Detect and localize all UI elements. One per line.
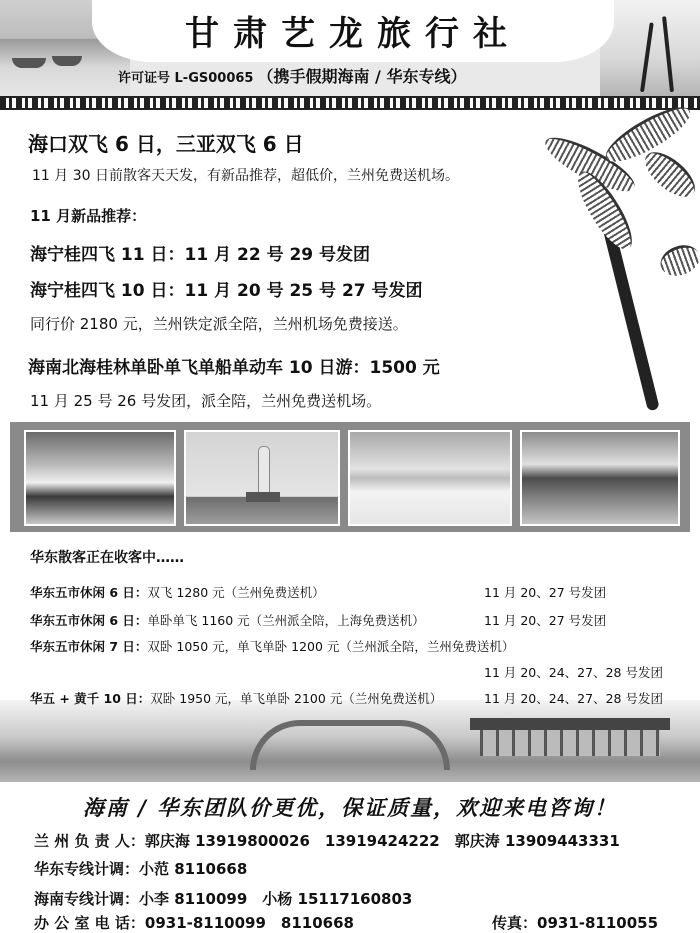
palm-trunk <box>662 16 674 92</box>
beach-clouds-photo <box>24 430 176 526</box>
palm-leaf <box>638 144 700 205</box>
combo-heading: 海南北海桂林单卧单飞单船单动车 10 日游： <box>28 358 370 378</box>
license-line <box>118 64 466 87</box>
rocky-coast-photo <box>520 430 680 526</box>
contact-value: 0931-8110099 8110668 <box>144 914 354 932</box>
contact-value: 小李 8110099 小杨 15117160803 <box>139 890 413 908</box>
contact-fax <box>492 912 658 933</box>
agency-title: 甘肃艺龙旅行社 <box>185 14 521 54</box>
contact-hainan <box>34 888 412 909</box>
palm-trunk <box>640 22 654 92</box>
row-label: 华五 + 黄千 10 日： <box>30 691 151 706</box>
peer-price-note: 同行价 2180 元，兰州铁定派全陪，兰州机场免费接送。 <box>30 315 408 333</box>
new-products-heading: 11 月新品推荐： <box>30 207 147 225</box>
contact-value: 郭庆海 13919800026 13919424222 郭庆涛 13909443331 <box>144 832 620 850</box>
tagline: （携手假期海南 / 华东专线） <box>257 67 467 86</box>
boat-shape <box>52 56 82 66</box>
east-china-heading: 华东散客正在收客中…… <box>30 550 184 566</box>
pavilion-columns <box>480 730 660 756</box>
contact-label: 兰 州 负 责 人： <box>34 832 145 850</box>
contact-label: 华东专线计调： <box>34 860 140 878</box>
hainan-intro: 11 月 30 日前散客天天发，有新品推荐，超低价，兰州免费送机场。 <box>32 168 459 184</box>
row-label: 华东五市休闲 7 日： <box>30 639 148 654</box>
arch-bridge-photo <box>0 700 700 782</box>
row-label: 华东五市休闲 6 日： <box>30 613 148 628</box>
row-detail: 双飞 1280 元（兰州免费送机） <box>147 585 325 600</box>
hainan-heading: 海口双飞 6 日，三亚双飞 6 日 <box>28 132 304 156</box>
contact-value: 0931-8110055 <box>537 914 659 932</box>
contact-east-china <box>34 858 247 879</box>
row-dates: 11 月 20、27 号发团 <box>484 585 607 600</box>
pavilion-roof <box>470 718 670 730</box>
row-detail: 双卧 1950 元，单飞单卧 2100 元（兰州免费送机） <box>150 691 443 706</box>
east-row-3 <box>30 637 514 655</box>
east-row-2 <box>30 611 425 629</box>
license-number: 许可证号 L-GS00065 <box>118 71 254 86</box>
contact-label: 传真： <box>492 914 538 932</box>
route-2: 海宁桂四飞 10 日：11 月 20 号 25 号 27 号发团 <box>30 281 423 301</box>
palm-leaf <box>656 240 700 281</box>
sandy-beach-photo <box>348 430 512 526</box>
contact-office <box>34 912 354 933</box>
bridge-arch <box>250 720 450 770</box>
palm-shore-photo <box>600 0 700 96</box>
contact-value: 小范 8110668 <box>139 860 248 878</box>
statue-base <box>246 492 280 502</box>
row-dates: 11 月 20、24、27、28 号发团 <box>484 665 663 680</box>
contact-lanzhou <box>34 830 620 851</box>
boat-shape <box>12 58 46 68</box>
fret-border <box>0 96 700 110</box>
east-row-1 <box>30 583 325 601</box>
contact-label: 办 公 室 电 话： <box>34 914 145 932</box>
east-row-4 <box>30 689 442 707</box>
contact-label: 海南专线计调： <box>34 890 140 908</box>
combo-note: 11 月 25 号 26 号发团，派全陪，兰州免费送机场。 <box>30 392 382 410</box>
row-label: 华东五市休闲 6 日： <box>30 585 148 600</box>
combo-price: 1500 元 <box>369 358 440 378</box>
row-dates: 11 月 20、24、27、28 号发团 <box>484 691 663 706</box>
combo-line <box>28 353 440 378</box>
guanyin-statue-photo <box>184 430 340 526</box>
row-detail: 单卧单飞 1160 元（兰州派全陪，上海免费送机） <box>147 613 425 628</box>
row-dates: 11 月 20、27 号发团 <box>484 613 607 628</box>
statue-shape <box>258 446 270 496</box>
route-1: 海宁桂四飞 11 日：11 月 22 号 29 号发团 <box>30 245 371 265</box>
slogan: 海南 / 华东团队价更优，保证质量，欢迎来电咨询！ <box>82 795 618 820</box>
row-detail: 双卧 1050 元，单飞单卧 1200 元（兰州派全陪，兰州免费送机） <box>147 639 515 654</box>
